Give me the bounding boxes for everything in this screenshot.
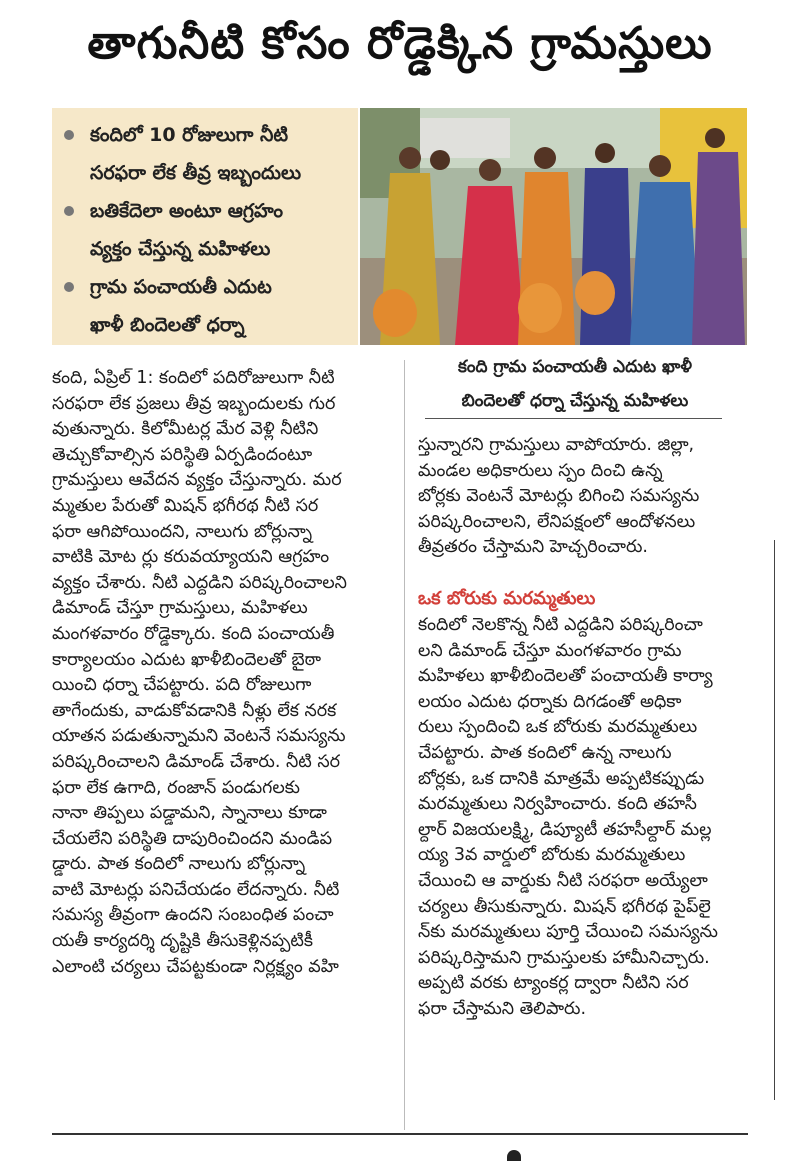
news-photo bbox=[360, 108, 747, 345]
article-line: వాటి మోటర్లు పనిచేయడం లేదన్నారు. నీటి bbox=[52, 879, 340, 900]
article-line: పరిష్కరించాలని డిమాండ్ చేశారు. నీటి సర bbox=[52, 751, 341, 772]
highlight-line: ఖాళీ బిందెలతో ధర్నా bbox=[90, 314, 245, 336]
article-line: న్‌కు మరమ్మతులు పూర్తి చేయించి సమస్యను bbox=[418, 922, 718, 943]
headline: తాగునీటి కోసం రోడ్డెక్కిన గ్రామస్తులు bbox=[87, 18, 713, 69]
highlight-line: గ్రామ పంచాయతీ ఎదుట bbox=[90, 276, 272, 298]
article-line: సరఫరా లేక ప్రజలు తీవ్ర ఇబ్బందులకు గుర bbox=[52, 393, 336, 414]
article-line: వుతున్నారు. కిలోమీటర్ల మేర వెళ్లి నీటిని bbox=[52, 419, 319, 440]
article-line: లయం ఎదుట ధర్నాకు దిగడంతో అధికా bbox=[418, 691, 682, 712]
highlight-line: బతికేదెలా అంటూ ఆగ్రహం bbox=[90, 200, 284, 222]
highlight-line: కందిలో 10 రోజులుగా నీటి bbox=[90, 124, 289, 146]
article-line: డిమాండ్ చేస్తూ గ్రామస్తులు, మహిళలు bbox=[52, 598, 308, 619]
article-line: నానా తిప్పలు పడ్డామని, స్నానాలు కూడా bbox=[52, 803, 327, 824]
article-line: ఫరా చేస్తామని తెలిపారు. bbox=[418, 998, 587, 1019]
article-column-right-bottom bbox=[418, 613, 748, 1023]
article-column-left bbox=[52, 366, 392, 980]
highlight-item bbox=[64, 116, 354, 192]
caption-line: బిందెలతో ధర్నా చేస్తున్న మహిళలు bbox=[461, 391, 689, 411]
protest-photo-illustration bbox=[360, 108, 747, 345]
page-edge-rule bbox=[774, 540, 775, 1100]
article-line: వ్యక్తం చేశారు. నీటి ఎద్దడిని పరిష్కరించాలని bbox=[52, 572, 347, 593]
bullet-dot-icon bbox=[64, 130, 74, 140]
article-line: తాగేందుకు, వాడుకోవడానికి నీళ్లు లేక నరక bbox=[52, 700, 337, 721]
article-line: యించి ధర్నా చేపట్టారు. పది రోజులుగా bbox=[52, 675, 312, 696]
article-line: చేపట్టారు. పాత కందిలో ఉన్న నాలుగు bbox=[418, 742, 672, 763]
article-line: వాటికి మోట ర్లు కరువయ్యాయని ఆగ్రహం bbox=[52, 547, 330, 568]
article-line: లని డిమాండ్ చేస్తూ మంగళవారం గ్రామ bbox=[418, 640, 682, 661]
bullet-dot-icon bbox=[64, 282, 74, 292]
article-line: బోర్లకు, ఒక దానికి మాత్రమే అప్పటికప్పుడు bbox=[418, 768, 705, 789]
article-line: డ్డారు. పాత కందిలో నాలుగు బోర్లున్నా bbox=[52, 854, 306, 875]
article-line: ఎలాంటి చర్యలు చేపట్టకుండా నిర్లక్ష్యం వహి bbox=[52, 956, 339, 977]
article-line: య్య 3వ వార్డులో బోరుకు మరమ్మతులు bbox=[418, 845, 686, 866]
article-line: పరిష్కరించాలని, లేనిపక్షంలో ఆందోళనలు bbox=[418, 511, 696, 532]
article-line: ఫరా లేక ఉగాది, రంజాన్ పండుగలకు bbox=[52, 777, 300, 798]
page-fold-mark bbox=[507, 1150, 521, 1161]
article-line: చర్యలు తీసుకున్నారు. మిషన్ భగీరథ పైప్‌లై bbox=[418, 896, 711, 917]
article-line: ల్దార్ విజయలక్ష్మి, డిప్యూటీ తహసీల్దార్ మల్ల bbox=[418, 819, 712, 840]
article-line: కార్యాలయం ఎదుట ఖాళీబిందెలతో బైఠా bbox=[52, 649, 322, 670]
bottom-rule bbox=[52, 1133, 748, 1135]
highlight-line: సరఫరా లేక తీవ్ర ఇబ్బందులు bbox=[90, 162, 302, 184]
article-line: మరమ్మతులు నిర్వహించారు. కంది తహసీ bbox=[418, 794, 697, 815]
caption-underline bbox=[425, 418, 722, 419]
article-line: పరిష్కరిస్తామని గ్రామస్తులకు హామీనిచ్చారు. bbox=[418, 947, 710, 968]
article-line: అప్పటి వరకు ట్యాంకర్ల ద్వారా నీటిని సర bbox=[418, 973, 689, 994]
article-line: స్తున్నారని గ్రామస్తులు వాపోయారు. జిల్లా, bbox=[418, 435, 695, 455]
article-line: చేయలేని పరిస్థితి దాపురించిందని మండిప bbox=[52, 828, 333, 849]
highlight-item bbox=[64, 192, 354, 268]
article-line: సమస్య తీవ్రంగా ఉందని సంబంధిత పంచా bbox=[52, 905, 334, 926]
highlight-item bbox=[64, 268, 354, 344]
article-line: మండల అధికారులు స్పం దించి ఉన్న bbox=[418, 460, 663, 481]
article-line: బోర్లకు వెంటనే మోటర్లు బిగించి సమస్యను bbox=[418, 486, 700, 507]
bullet-dot-icon bbox=[64, 206, 74, 216]
subheading: ఒక బోరుకు మరమ్మతులు bbox=[418, 588, 596, 609]
article-line: మహిళలు ఖాళీబిందెలతో పంచాయతీ కార్యా bbox=[418, 666, 713, 687]
article-line: రులు స్పందించి ఒక బోరుకు మరమ్మతులు bbox=[418, 717, 698, 738]
article-line: ఫరా ఆగిపోయిందని, నాలుగు బోర్లున్నా bbox=[52, 521, 313, 542]
article-line: తీవ్రతరం చేస్తామని హెచ్చరించారు. bbox=[418, 537, 648, 558]
column-divider bbox=[404, 360, 405, 1130]
article-line: కంది, ఏప్రిల్ 1: కందిలో పదిరోజులుగా నీటి bbox=[52, 368, 335, 388]
caption-line: కంది గ్రామ పంచాయతీ ఎదుట ఖాళీ bbox=[458, 357, 692, 377]
highlight-line: వ్యక్తం చేస్తున్న మహిళలు bbox=[90, 238, 271, 260]
photo-caption bbox=[425, 350, 725, 418]
article-line: యాతన పడుతున్నామని వెంటనే సమస్యను bbox=[52, 726, 346, 747]
article-line: కందిలో నెలకొన్న నీటి ఎద్దడిని పరిష్కరించా bbox=[418, 615, 703, 635]
article-line: చేయించి ఆ వార్డుకు నీటి సరఫరా అయ్యేలా bbox=[418, 870, 708, 891]
highlights-box bbox=[52, 108, 358, 345]
article-line: తెచ్చుకోవాల్సిన పరిస్థితి ఏర్పడిందంటూ bbox=[52, 444, 313, 465]
article-line: గ్రామస్తులు ఆవేదన వ్యక్తం చేస్తున్నారు. మర bbox=[52, 470, 342, 491]
article-line: యతీ కార్యదర్శి దృష్టికి తీసుకెళ్లినప్పటికీ bbox=[52, 931, 314, 952]
article-line: మ్మతుల పేరుతో మిషన్ భగీరథ నీటి సర bbox=[52, 495, 319, 516]
article-column-right-top bbox=[418, 433, 748, 561]
article-line: మంగళవారం రోడ్డెక్కారు. కంది పంచాయతీ bbox=[52, 623, 335, 644]
